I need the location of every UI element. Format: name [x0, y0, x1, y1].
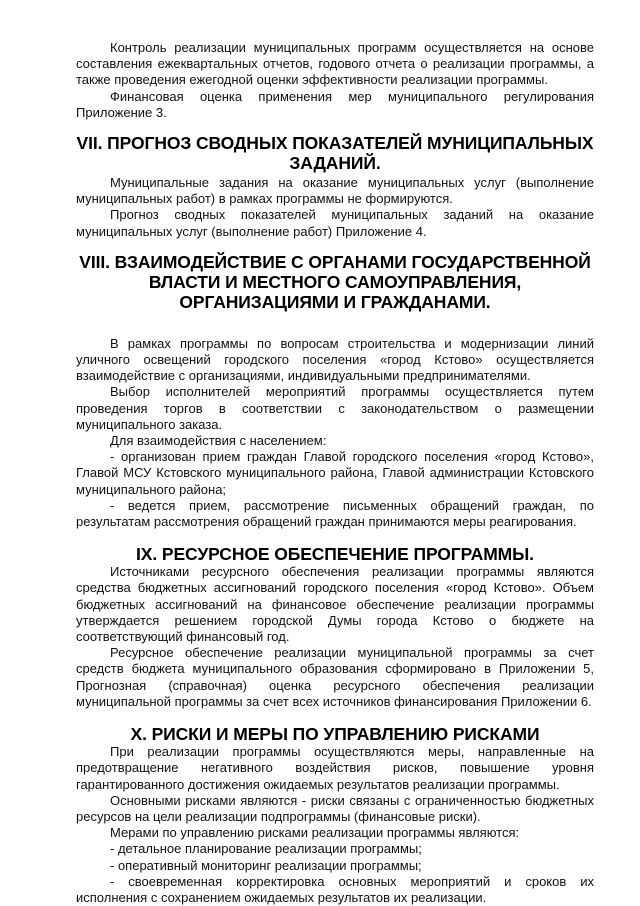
section-9-paragraph-1: Источниками ресурсного обеспечения реализации программы являются средства бюджетных ассигнований городского поселения «город Кстово». Объем бюджетных ассигнований на финансовое обеспечение реализации программы утверждается решением городской Думы города Кстово о бюджете на соответствующий финансовый год. [76, 564, 594, 645]
section-10-heading: X. РИСКИ И МЕРЫ ПО УПРАВЛЕНИЮ РИСКАМИ [130, 724, 540, 745]
section-7-paragraph-1: Муниципальные задания на оказание муниципальных услуг (выполнение муниципальных работ) в рамках программы не формируются. [76, 175, 594, 207]
section-8-paragraph-1: В рамках программы по вопросам строительства и модернизации линий уличного освещений городского поселения «город Кстово» осуществляется взаимодействие с организациями, индивидуальными предпринимателями. [76, 335, 594, 384]
section-10-paragraph-3: Мерами по управлению рисками реализации программы являются: [110, 825, 520, 841]
section-10-list-item-2: - оперативный мониторинг реализации программы; [110, 857, 422, 873]
section-9-heading: IX. РЕСУРСНОЕ ОБЕСПЕЧЕНИЕ ПРОГРАММЫ. [136, 544, 534, 565]
intro-paragraph-control: Контроль реализации муниципальных программ осуществляется на основе составления ежеквартальных отчетов, годового отчета о реализации программы, а также проведения ежегодной оценки эффективности реализации программы. [76, 40, 594, 88]
section-8-paragraph-3: Для взаимодействия с населением: [110, 433, 327, 449]
section-8-paragraph-2: Выбор исполнителей мероприятий программы осуществляется путем проведения торгов в соответствии с законодательством о размещении муниципального заказа. [76, 384, 594, 432]
intro-paragraph-financial: Финансовая оценка применения мер муниципального регулирования Приложение 3. [76, 88, 594, 120]
section-9-paragraph-2: Ресурсное обеспечение реализации муниципальной программы за счет средств бюджета муниципального образования сформировано в Приложении 5, Прогнозная (справочная) оценка ресурсного обеспечения реализации муниципальной программы за счет всех источников финансирования Приложении 6. [76, 645, 594, 709]
section-7-paragraph-2: Прогноз сводных показателей муниципальных заданий на оказание муниципальных услуг (выполнение работ) Приложение 4. [76, 207, 594, 239]
section-8-list-item-2: - ведется прием, рассмотрение письменных обращений граждан, по результатам рассмотрения обращений граждан принимаются меры реагирования. [76, 497, 594, 530]
section-10-paragraph-1: При реализации программы осуществляются меры, направленные на предотвращение негативного воздействия рисков, повышение уровня гарантированного достижения ожидаемых результатов реализации программы. [76, 744, 594, 792]
section-8-list-item-1: - организован прием граждан Главой городского поселения «город Кстово», Главой МСУ Кстовского муниципального района, Главой администрации Кстовского муниципального района; [76, 449, 594, 497]
section-10-list-item-1: - детальное планирование реализации программы; [110, 841, 422, 857]
section-10-paragraph-2: Основными рисками являются - риски связаны с ограниченностью бюджетных ресурсов на цели реализации подпрограммы (финансовые риски). [76, 792, 594, 824]
section-10-list-item-3: - своевременная корректировка основных мероприятий и сроков их исполнения с сохранением ожидаемых результатов их реализации. [76, 873, 594, 905]
section-7-heading: VII. ПРОГНОЗ СВОДНЫХ ПОКАЗАТЕЛЕЙ МУНИЦИПАЛЬНЫХ ЗАДАНИЙ. [76, 133, 594, 174]
document-page [76, 40, 594, 906]
section-8-heading: VIII. ВЗАИМОДЕЙСТВИЕ С ОРГАНАМИ ГОСУДАРСТВЕННОЙ ВЛАСТИ И МЕСТНОГО САМОУПРАВЛЕНИЯ, ОРГАНИЗАЦИЯМИ И ГРАЖДАНАМИ. [79, 251, 591, 312]
